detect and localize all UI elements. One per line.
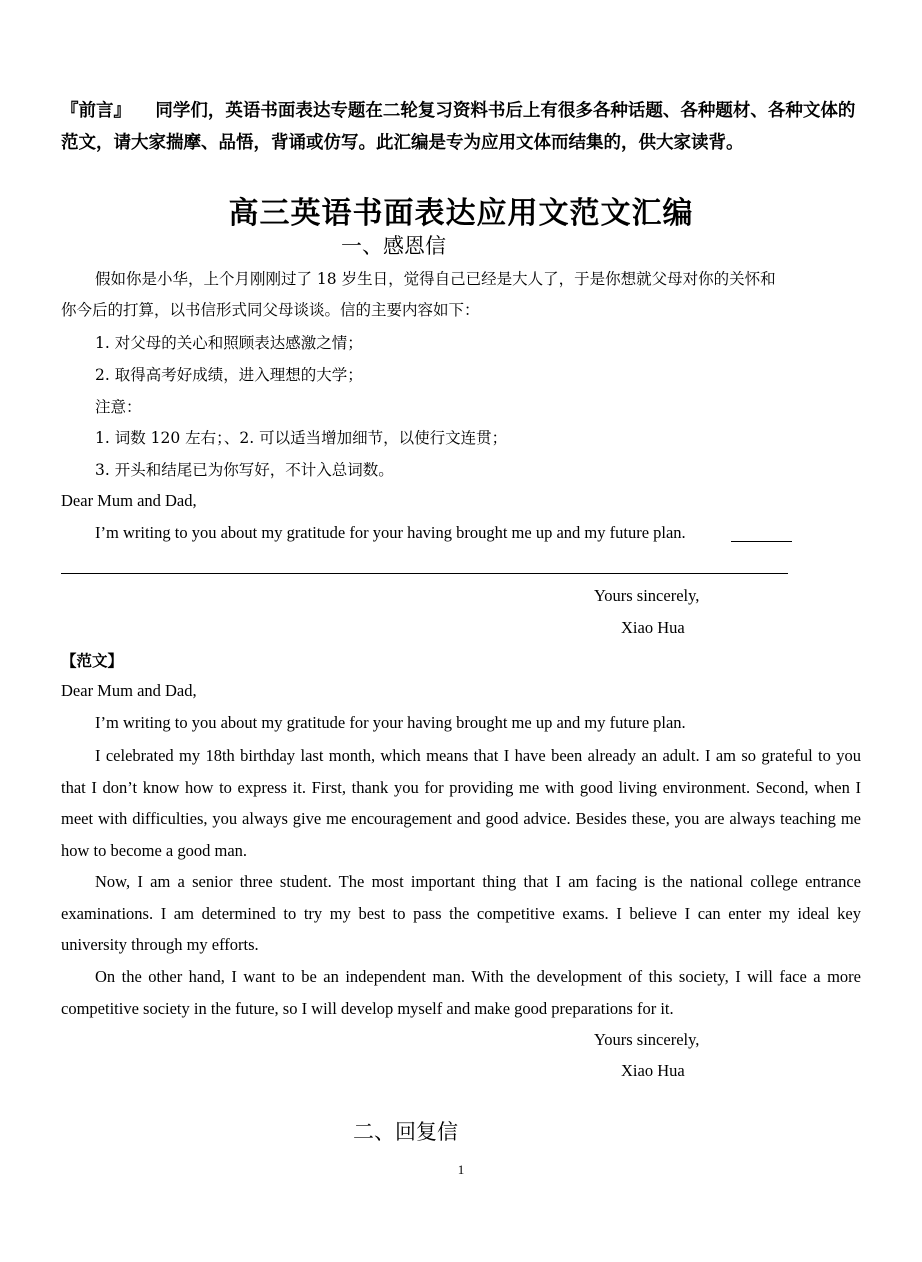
task-point-2: 2. 取得高考好成绩，进入理想的大学； — [95, 366, 363, 384]
letter-closing: Yours sincerely, — [594, 586, 700, 605]
task-line-2: 你今后的打算，以书信形式同父母谈谈。信的主要内容如下： — [61, 301, 480, 319]
sample-greeting: Dear Mum and Dad, — [61, 681, 197, 700]
letter-greeting: Dear Mum and Dad, — [61, 491, 197, 510]
sample-paragraph-3: Now, I am a senior three student. The most important thing that I am facing is the national college entrance examinations. I am determined to try my best to pass the competitive exams. I believe I can enter my ideal key university through my efforts. — [61, 872, 861, 955]
note-3: 3. 开头和结尾已为你写好，不计入总词数。 — [95, 461, 394, 479]
preface — [61, 96, 869, 159]
preface-label: 『前言』 — [61, 101, 131, 121]
section2-heading: 二、回复信 — [353, 1120, 458, 1144]
letter-opening: I’m writing to you about my gratitude for your having brought me up and my future plan. — [95, 523, 686, 542]
answer-blank-short — [731, 541, 792, 542]
sample-signature: Xiao Hua — [621, 1061, 685, 1080]
document-title: 高三英语书面表达应用文范文汇编 — [228, 196, 694, 231]
section1-heading: 一、感恩信 — [341, 234, 446, 258]
sample-paragraph-2: I celebrated my 18th birthday last month, which means that I have been already an adult. I am so grateful to you that I don’t know how to express it. First, thank you for providing me with good living environment. Second, when I meet with difficulties, you always give me encouragement and good advice. Besides these, you are always teaching me how to become a good man. — [61, 746, 861, 861]
sample-paragraph-1: I’m writing to you about my gratitude for your having brought me up and my future plan. — [95, 713, 686, 732]
preface-text: 同学们，英语书面表达专题在二轮复习资料书后上有很多各种话题、各种题材、各种文体的范文，请大家揣摩、品悟，背诵或仿写。此汇编是专为应用文体而结集的，供大家读背。 — [61, 101, 856, 153]
letter-signature: Xiao Hua — [621, 618, 685, 637]
sample-paragraph-4: On the other hand, I want to be an independent man. With the development of this society, I will face a more competitive society in the future, so I will develop myself and make good preparations for it. — [61, 967, 861, 1018]
sample-label: 【范文】 — [61, 651, 124, 670]
task-point-1: 1. 对父母的关心和照顾表达感激之情； — [95, 334, 363, 352]
page-number: 1 — [457, 1162, 465, 1177]
answer-blank-line — [61, 573, 788, 574]
note-1: 1. 词数 120 左右；、2. 可以适当增加细节，以使行文连贯； — [95, 429, 508, 447]
sample-closing: Yours sincerely, — [594, 1030, 700, 1049]
notes-label: 注意： — [95, 398, 142, 416]
task-line-1: 假如你是小华，上个月刚刚过了 18 岁生日，觉得自己已经是大人了，于是你想就父母对你的关怀和 — [95, 270, 776, 288]
